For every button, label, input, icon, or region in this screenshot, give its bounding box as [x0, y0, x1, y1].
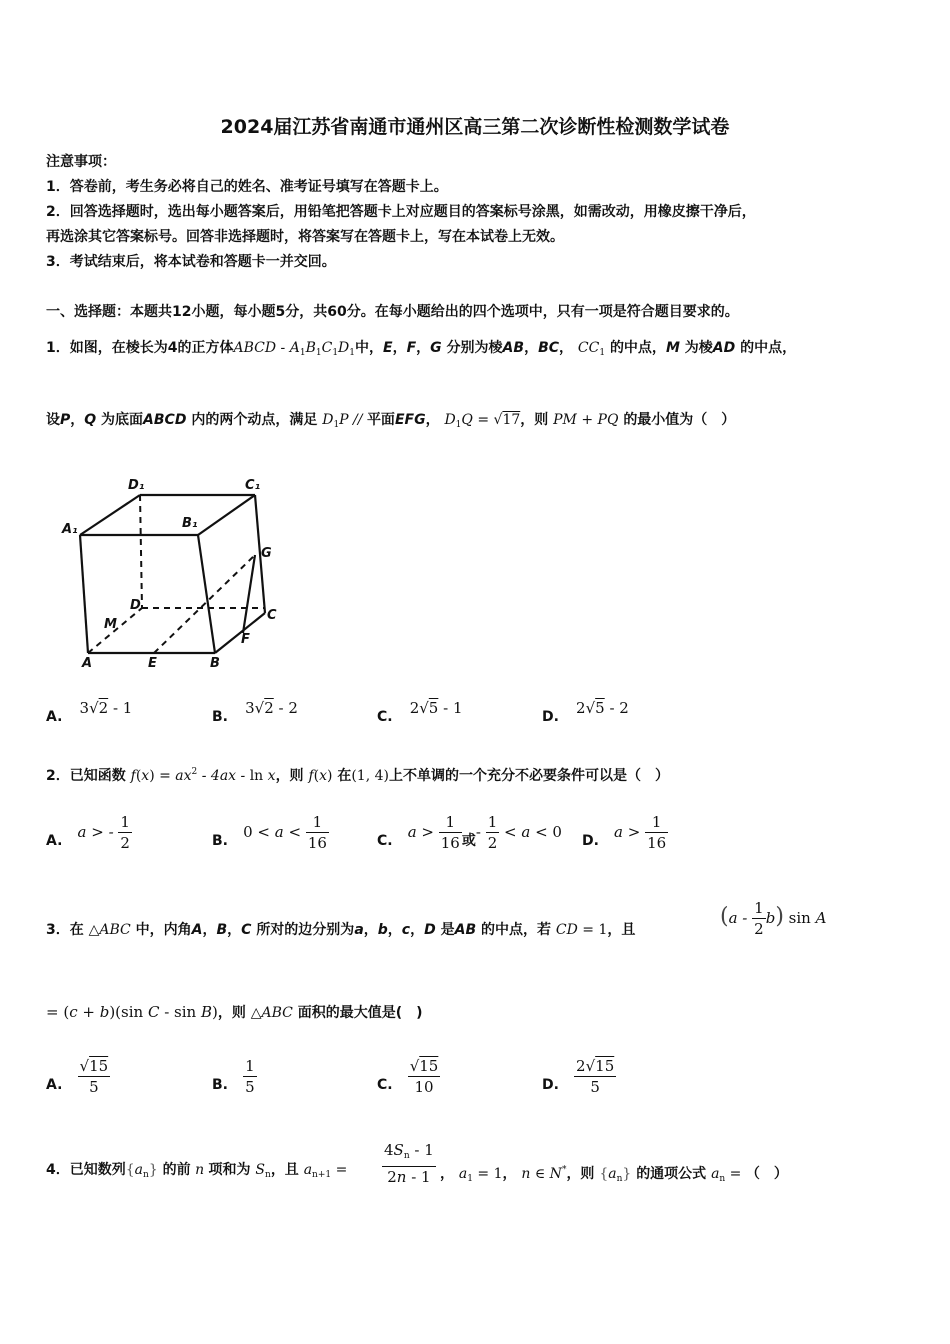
cube-figure: [58, 473, 288, 673]
question-1-line-2: 设P，Q 为底面ABCD 内的两个动点，满足 $D_1P$ // 平面EFG， $D_1Q = √17$，则 PM + PQ 的最小值为（ ）: [46, 412, 736, 430]
question-3-line-2: = (c + b)(sin C - sin B)，则 △ABC 面积的最大值是( ): [46, 1003, 423, 1021]
label-b: B: [210, 656, 220, 671]
question-1-option-b: B. 3√2 - 2: [212, 699, 298, 725]
question-3-line-1: 3．在 △ABC 中，内角A，B，C 所对的边分别为a，b，c，D 是AB 的中点，若 CD = 1，且: [46, 922, 636, 938]
edge-b1-b: [198, 535, 215, 653]
edge-b1-c1: [198, 495, 255, 535]
label-f: F: [241, 632, 250, 647]
question-2-option-d: D. a > $\frac{1}{16}$: [582, 813, 667, 852]
edge-a1-a: [80, 535, 88, 653]
edge-a1-d1: [80, 495, 140, 535]
notice-item-2: 2．回答选择题时，选出每小题答案后，用铅笔把答题卡上对应题目的答案标号涂黑，如需改动，用橡皮擦干净后，: [46, 204, 756, 220]
question-3-option-a: A. $\frac{√15}{5}$: [46, 1057, 109, 1096]
notice-item-3: 3．考试结束后，将本试卷和答题卡一并交回。: [46, 254, 336, 270]
notice-item-2-cont: 再选涂其它答案标号。回答非选择题时，将答案写在答题卡上，写在本试卷上无效。: [46, 229, 564, 245]
edge-e-g: [154, 555, 255, 653]
label-d: D: [130, 598, 141, 613]
question-2-option-c: C. a > $\frac{1}{16}$ 或- $\frac{1}{2}$ < a < 0: [377, 813, 562, 852]
label-e: E: [148, 656, 157, 671]
cube-name: ABCD - A: [233, 340, 300, 356]
edge-b-c: [215, 613, 265, 653]
question-4-stem: 4．已知数列$\{a_n\}$ 的前 n 项和为 $S_n$，且 $a_{n+1}$ =: [46, 1162, 348, 1180]
or-word: 或: [461, 833, 476, 849]
label-c: C: [267, 608, 277, 623]
question-3-condition: (a - $\frac{1}{2}$ b) sin A: [720, 899, 827, 938]
label-d1: D₁: [128, 478, 145, 493]
section-heading: 一、选择题：本题共12小题，每小题5分，共60分。在每小题给出的四个选项中，只有一项是符合题目要求的。: [46, 304, 739, 320]
label-a: A: [82, 656, 93, 671]
question-2-option-a: A. a > - $\frac{1}{2}$: [46, 813, 130, 852]
label-b1: B₁: [182, 516, 198, 531]
question-2-stem: 2．已知函数 $f(x) = ax^2 - 4ax - \ln x$，则 f(x) 在(1, 4)上不单调的一个充分不必要条件可以是（ ）: [46, 767, 669, 784]
page-title: 2024届江苏省南通市通州区高三第二次诊断性检测数学试卷: [220, 116, 730, 138]
label-m: M: [104, 617, 117, 632]
edge-d1-d: [140, 495, 142, 608]
label-g: G: [261, 546, 272, 561]
question-3-option-d: D. $\frac{2√15}{5}$: [542, 1057, 615, 1096]
label-a1: A₁: [62, 522, 78, 537]
question-4-stem-end: ， $a_1 = 1$， n ∈ N*，则 $\{a_n\}$ 的通项公式 $a_n$ = （ ）: [440, 1165, 788, 1184]
question-1-option-d: D. 2√5 - 2: [542, 699, 629, 725]
question-1-option-a: A. 3√2 - 1: [46, 699, 133, 725]
notice-heading: 注意事项：: [46, 154, 116, 170]
question-3-option-b: B. $\frac{1}{5}$: [212, 1057, 255, 1096]
question-1-option-c: C. 2√5 - 1: [377, 699, 463, 725]
question-2-option-b: B. 0 < a < $\frac{1}{16}$: [212, 813, 327, 852]
question-4-recurrence: $\frac{4S_n - 1}{2n - 1}$: [384, 1141, 434, 1186]
question-3-option-c: C. $\frac{√15}{10}$: [377, 1057, 439, 1096]
notice-item-1: 1．答卷前，考生务必将自己的姓名、准考证号填写在答题卡上。: [46, 179, 448, 195]
label-c1: C₁: [245, 478, 261, 493]
question-1-line-1: 1．如图，在棱长为4的正方体ABCD - $A_1B_1C_1D_1$中，E，F，G 分别为棱AB，BC， $CC_1$ 的中点，M 为棱AD 的中点，: [46, 340, 797, 358]
